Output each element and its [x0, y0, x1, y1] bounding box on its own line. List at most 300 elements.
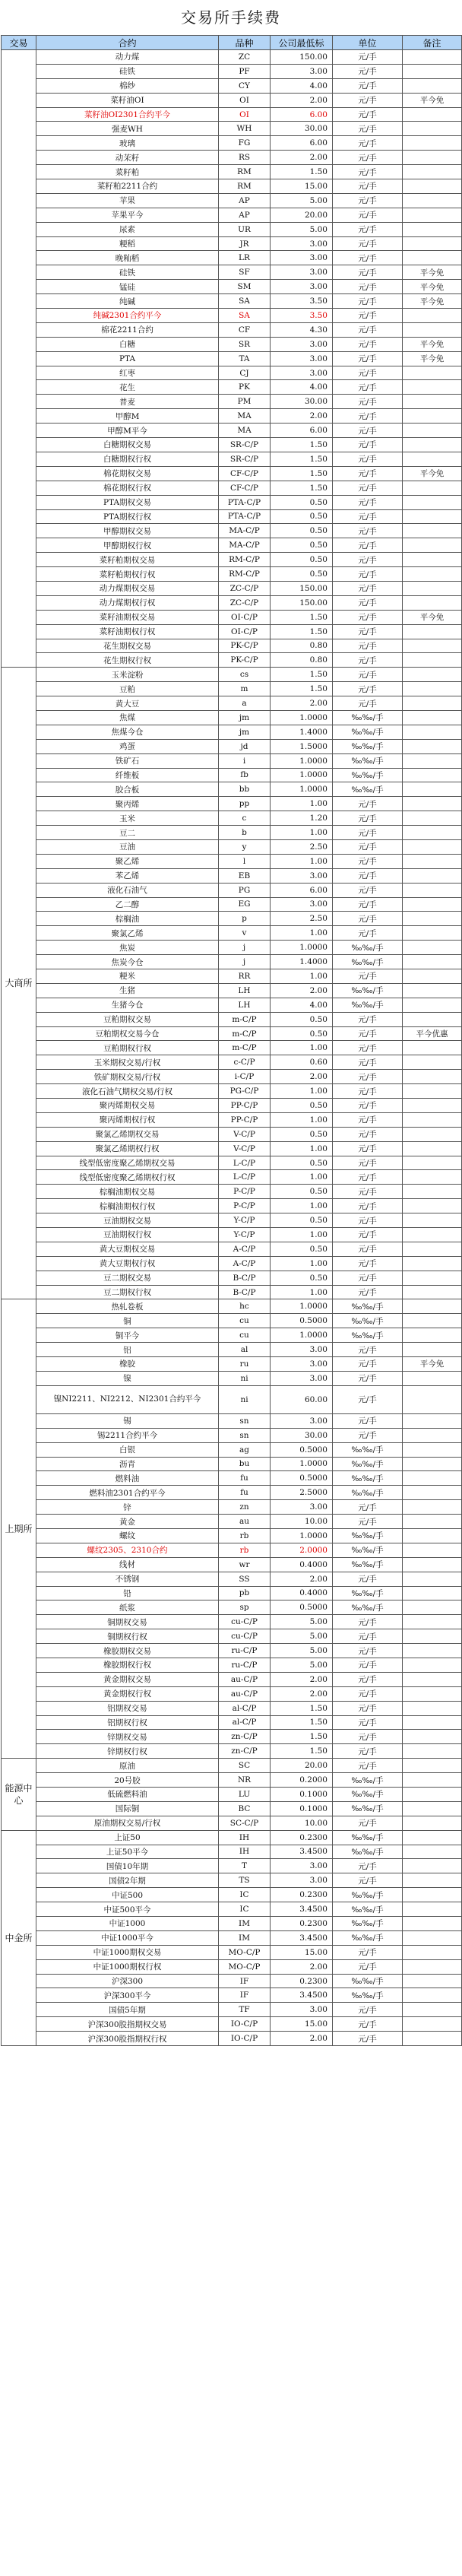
variety-code: P-C/P	[219, 1199, 271, 1213]
contract-name: 棕榈油期权交易	[36, 1185, 219, 1199]
min-fee: 2.00	[271, 1572, 333, 1586]
variety-code: SR-C/P	[219, 438, 271, 452]
note	[403, 251, 462, 265]
variety-code: OI-C/P	[219, 610, 271, 624]
note	[403, 753, 462, 768]
note: 平今免	[403, 1357, 462, 1372]
note	[403, 581, 462, 595]
contract-name: 不锈钢	[36, 1572, 219, 1586]
variety-code: SA	[219, 294, 271, 309]
min-fee: 3.50	[271, 309, 333, 323]
contract-name: 豆二	[36, 826, 219, 840]
table-row	[2, 1041, 462, 1055]
table-row	[2, 1156, 462, 1170]
variety-code: au-C/P	[219, 1686, 271, 1701]
note	[403, 107, 462, 122]
min-fee: 2.00	[271, 1672, 333, 1686]
contract-name: 苹果	[36, 193, 219, 208]
contract-name: 甲醇期权交易	[36, 524, 219, 538]
table-row	[2, 251, 462, 265]
note	[403, 1515, 462, 1529]
min-fee: 6.00	[271, 883, 333, 897]
table-row	[2, 1859, 462, 1873]
min-fee: 0.50	[271, 524, 333, 538]
variety-code: ZC	[219, 50, 271, 65]
table-row	[2, 466, 462, 481]
contract-name: 20号胶	[36, 1773, 219, 1788]
note	[403, 366, 462, 380]
min-fee: 1.0000	[271, 710, 333, 725]
variety-code: PG-C/P	[219, 1084, 271, 1099]
min-fee: 3.00	[271, 1343, 333, 1357]
contract-name: 生猪今仓	[36, 998, 219, 1012]
note	[403, 1917, 462, 1931]
table-row	[2, 1357, 462, 1372]
min-fee: 5.00	[271, 1629, 333, 1644]
unit: 元/手	[333, 1515, 403, 1529]
table-row	[2, 322, 462, 337]
note	[403, 1773, 462, 1788]
note	[403, 826, 462, 840]
table-row	[2, 710, 462, 725]
note	[403, 380, 462, 395]
variety-code: B-C/P	[219, 1285, 271, 1299]
unit: 元/手	[333, 1615, 403, 1629]
unit: 元/手	[333, 452, 403, 466]
contract-name: 乙二醇	[36, 897, 219, 912]
unit: 元/手	[333, 1070, 403, 1084]
unit: 元/手	[333, 524, 403, 538]
unit: 元/手	[333, 2032, 403, 2046]
note	[403, 1787, 462, 1801]
min-fee: 3.50	[271, 294, 333, 309]
header-row	[2, 36, 462, 50]
variety-code: al-C/P	[219, 1715, 271, 1730]
unit: ‰‰/手	[333, 1988, 403, 2003]
variety-code: ru	[219, 1357, 271, 1372]
unit: 元/手	[333, 1055, 403, 1070]
variety-code: A-C/P	[219, 1256, 271, 1271]
variety-code: fu	[219, 1486, 271, 1500]
table-row	[2, 1801, 462, 1816]
contract-name: 铁矿石	[36, 753, 219, 768]
contract-name: 国债5年期	[36, 2003, 219, 2017]
unit: 元/手	[333, 1385, 403, 1413]
unit: 元/手	[333, 1256, 403, 1271]
unit: 元/手	[333, 1859, 403, 1873]
min-fee: 3.00	[271, 1371, 333, 1385]
unit: 元/手	[333, 1672, 403, 1686]
exchange-cell: 大商所	[2, 668, 36, 1299]
contract-name: 棉花2211合约	[36, 322, 219, 337]
variety-code: V-C/P	[219, 1141, 271, 1156]
min-fee: 1.50	[271, 438, 333, 452]
table-row	[2, 725, 462, 739]
unit: ‰‰/手	[333, 753, 403, 768]
contract-name: 黄金期权行权	[36, 1686, 219, 1701]
contract-name: 生猪	[36, 983, 219, 998]
contract-name: 白糖	[36, 337, 219, 351]
unit: ‰‰/手	[333, 1586, 403, 1600]
min-fee: 5.00	[271, 222, 333, 236]
min-fee: 1.00	[271, 1285, 333, 1299]
min-fee: 20.00	[271, 208, 333, 222]
note	[403, 1012, 462, 1026]
note	[403, 1658, 462, 1672]
table-row	[2, 136, 462, 151]
unit: 元/手	[333, 1285, 403, 1299]
contract-name: 线材	[36, 1557, 219, 1572]
contract-name: 棕榈油期权行权	[36, 1199, 219, 1213]
table-row	[2, 366, 462, 380]
min-fee: 3.00	[271, 897, 333, 912]
contract-name: 聚乙烯	[36, 854, 219, 868]
unit: ‰‰/手	[333, 1328, 403, 1343]
table-row	[2, 538, 462, 553]
variety-code: T	[219, 1859, 271, 1873]
variety-code: c	[219, 811, 271, 826]
unit: 元/手	[333, 280, 403, 294]
min-fee: 0.50	[271, 509, 333, 524]
min-fee: 0.50	[271, 1242, 333, 1256]
note	[403, 1084, 462, 1099]
note	[403, 64, 462, 78]
table-row	[2, 1644, 462, 1658]
contract-name: 花生期权交易	[36, 639, 219, 653]
unit: 元/手	[333, 1959, 403, 1974]
variety-code: y	[219, 839, 271, 854]
exchange-cell: 上期所	[2, 1299, 36, 1759]
variety-code: v	[219, 926, 271, 941]
contract-name: 螺纹	[36, 1528, 219, 1543]
min-fee: 1.50	[271, 682, 333, 696]
table-row	[2, 955, 462, 969]
note: 平今免	[403, 280, 462, 294]
note	[403, 1271, 462, 1285]
note: 平今免	[403, 466, 462, 481]
min-fee: 1.00	[271, 969, 333, 984]
contract-name: 豆二期权交易	[36, 1271, 219, 1285]
unit: ‰‰/手	[333, 782, 403, 797]
contract-name: 聚丙烯	[36, 797, 219, 811]
variety-code: TF	[219, 2003, 271, 2017]
min-fee: 0.50	[271, 1026, 333, 1041]
note	[403, 1830, 462, 1845]
min-fee: 2.00	[271, 696, 333, 711]
table-row	[2, 883, 462, 897]
unit: 元/手	[333, 78, 403, 93]
note: 平今优惠	[403, 1026, 462, 1041]
min-fee: 3.00	[271, 868, 333, 883]
contract-name: 豆油期权行权	[36, 1228, 219, 1242]
variety-code: IF	[219, 1988, 271, 2003]
table-row	[2, 1185, 462, 1199]
table-row	[2, 668, 462, 682]
variety-code: SC-C/P	[219, 1816, 271, 1830]
table-row	[2, 1228, 462, 1242]
note	[403, 1959, 462, 1974]
note	[403, 481, 462, 495]
note	[403, 797, 462, 811]
note	[403, 452, 462, 466]
variety-code: MA	[219, 424, 271, 438]
min-fee: 3.00	[271, 1500, 333, 1515]
note	[403, 122, 462, 136]
contract-name: 鸡蛋	[36, 739, 219, 753]
unit: ‰‰/手	[333, 1314, 403, 1328]
variety-code: TS	[219, 1873, 271, 1888]
min-fee: 0.5000	[271, 1442, 333, 1457]
contract-name: 粳稻	[36, 236, 219, 251]
min-fee: 0.5000	[271, 1600, 333, 1615]
note	[403, 1701, 462, 1715]
table-row	[2, 1385, 462, 1413]
note	[403, 998, 462, 1012]
variety-code: Y-C/P	[219, 1228, 271, 1242]
min-fee: 0.5000	[271, 1471, 333, 1486]
unit: 元/手	[333, 595, 403, 610]
min-fee: 2.00	[271, 2032, 333, 2046]
unit: 元/手	[333, 839, 403, 854]
note	[403, 1371, 462, 1385]
table-row	[2, 653, 462, 668]
contract-name: 菜籽粕期权交易	[36, 553, 219, 567]
table-row	[2, 1744, 462, 1759]
variety-code: EB	[219, 868, 271, 883]
note	[403, 553, 462, 567]
table-row	[2, 1328, 462, 1343]
contract-name: 粳米	[36, 969, 219, 984]
table-row	[2, 509, 462, 524]
contract-name: 动茉籽	[36, 151, 219, 165]
contract-name: 焦煤今仓	[36, 725, 219, 739]
table-row	[2, 107, 462, 122]
min-fee: 0.2300	[271, 1974, 333, 1988]
table-row	[2, 93, 462, 107]
variety-code: TA	[219, 351, 271, 366]
table-row	[2, 696, 462, 711]
variety-code: p	[219, 912, 271, 926]
note	[403, 1471, 462, 1486]
min-fee: 0.50	[271, 1213, 333, 1228]
unit: ‰‰/手	[333, 1528, 403, 1543]
variety-code: B-C/P	[219, 1271, 271, 1285]
min-fee: 150.00	[271, 595, 333, 610]
variety-code: RM	[219, 179, 271, 194]
contract-name: 普麦	[36, 395, 219, 409]
contract-name: 纸浆	[36, 1600, 219, 1615]
min-fee: 1.00	[271, 1041, 333, 1055]
table-row	[2, 2032, 462, 2046]
variety-code: V-C/P	[219, 1127, 271, 1141]
variety-code: rb	[219, 1528, 271, 1543]
contract-name: 镍	[36, 1371, 219, 1385]
variety-code: MA-C/P	[219, 524, 271, 538]
variety-code: PP-C/P	[219, 1099, 271, 1113]
table-row	[2, 1686, 462, 1701]
variety-code: EG	[219, 897, 271, 912]
unit: 元/手	[333, 424, 403, 438]
contract-name: 沪深300股指期权行权	[36, 2032, 219, 2046]
unit: ‰‰/手	[333, 768, 403, 782]
note	[403, 1902, 462, 1917]
variety-code: sn	[219, 1428, 271, 1442]
fee-table	[1, 35, 462, 2046]
min-fee: 4.00	[271, 78, 333, 93]
unit: 元/手	[333, 1873, 403, 1888]
unit: 元/手	[333, 1170, 403, 1185]
contract-name: 菜籽油期权交易	[36, 610, 219, 624]
unit: 元/手	[333, 1730, 403, 1744]
unit: 元/手	[333, 438, 403, 452]
min-fee: 0.50	[271, 1099, 333, 1113]
table-row	[2, 1615, 462, 1629]
variety-code: SR	[219, 337, 271, 351]
table-row	[2, 2017, 462, 2032]
min-fee: 1.20	[271, 811, 333, 826]
table-row	[2, 1672, 462, 1686]
contract-name: 豆粕期权行权	[36, 1041, 219, 1055]
note	[403, 1299, 462, 1314]
min-fee: 0.80	[271, 653, 333, 668]
unit: ‰‰/手	[333, 1801, 403, 1816]
note	[403, 1256, 462, 1271]
note	[403, 2032, 462, 2046]
unit: ‰‰/手	[333, 1888, 403, 1902]
min-fee: 2.00	[271, 409, 333, 424]
unit: 元/手	[333, 1271, 403, 1285]
unit: 元/手	[333, 2003, 403, 2017]
min-fee: 5.00	[271, 193, 333, 208]
note	[403, 424, 462, 438]
contract-name: 菜籽粕期权行权	[36, 567, 219, 582]
min-fee: 2.00	[271, 1686, 333, 1701]
note	[403, 1974, 462, 1988]
variety-code: jm	[219, 725, 271, 739]
table-row	[2, 969, 462, 984]
note	[403, 1185, 462, 1199]
min-fee: 0.2300	[271, 1917, 333, 1931]
variety-code: au	[219, 1515, 271, 1529]
unit: 元/手	[333, 1012, 403, 1026]
table-row	[2, 1343, 462, 1357]
min-fee: 3.00	[271, 1357, 333, 1372]
unit: 元/手	[333, 122, 403, 136]
variety-code: IO-C/P	[219, 2017, 271, 2032]
unit: 元/手	[333, 380, 403, 395]
unit: ‰‰/手	[333, 983, 403, 998]
contract-name: 豆油	[36, 839, 219, 854]
contract-name: 铜平今	[36, 1328, 219, 1343]
table-row	[2, 797, 462, 811]
variety-code: ni	[219, 1371, 271, 1385]
variety-code: NR	[219, 1773, 271, 1788]
min-fee: 0.50	[271, 1156, 333, 1170]
variety-code: PTA-C/P	[219, 495, 271, 509]
note: 平今免	[403, 337, 462, 351]
min-fee: 1.00	[271, 826, 333, 840]
table-row	[2, 1629, 462, 1644]
note	[403, 1888, 462, 1902]
table-row	[2, 1988, 462, 2003]
table-row	[2, 1213, 462, 1228]
contract-name: 动力煤期权行权	[36, 595, 219, 610]
contract-name: PTA期权行权	[36, 509, 219, 524]
variety-code: i-C/P	[219, 1070, 271, 1084]
min-fee: 2.00	[271, 1959, 333, 1974]
contract-name: 国债10年期	[36, 1859, 219, 1873]
table-row	[2, 208, 462, 222]
min-fee: 0.1000	[271, 1801, 333, 1816]
note	[403, 868, 462, 883]
variety-code: cu	[219, 1314, 271, 1328]
page-title: 交易所手续费	[181, 8, 281, 27]
min-fee: 1.50	[271, 165, 333, 179]
variety-code: m	[219, 682, 271, 696]
unit: 元/手	[333, 826, 403, 840]
unit: ‰‰/手	[333, 1557, 403, 1572]
min-fee: 1.00	[271, 797, 333, 811]
unit: 元/手	[333, 251, 403, 265]
unit: 元/手	[333, 93, 403, 107]
note	[403, 1112, 462, 1127]
contract-name: 中证500平今	[36, 1902, 219, 1917]
min-fee: 1.50	[271, 481, 333, 495]
contract-name: 苹果平今	[36, 208, 219, 222]
min-fee: 1.4000	[271, 955, 333, 969]
contract-name: 中证1000	[36, 1917, 219, 1931]
unit: 元/手	[333, 495, 403, 509]
table-row	[2, 1888, 462, 1902]
contract-name: 硅铁	[36, 265, 219, 280]
contract-name: 上证50	[36, 1830, 219, 1845]
variety-code: IO-C/P	[219, 2032, 271, 2046]
unit: 元/手	[333, 222, 403, 236]
contract-name: 动力煤期权交易	[36, 581, 219, 595]
min-fee: 1.00	[271, 1228, 333, 1242]
note	[403, 208, 462, 222]
unit: 元/手	[333, 682, 403, 696]
variety-code: A-C/P	[219, 1242, 271, 1256]
contract-name: 聚丙烯期权行权	[36, 1112, 219, 1127]
table-row	[2, 1413, 462, 1428]
note	[403, 2003, 462, 2017]
unit: 元/手	[333, 294, 403, 309]
variety-code: MA-C/P	[219, 538, 271, 553]
contract-name: 锌期权交易	[36, 1730, 219, 1744]
variety-code: L-C/P	[219, 1170, 271, 1185]
table-row	[2, 1271, 462, 1285]
table-row	[2, 1586, 462, 1600]
note	[403, 1099, 462, 1113]
note	[403, 1528, 462, 1543]
note	[403, 1572, 462, 1586]
unit: 元/手	[333, 1185, 403, 1199]
unit: ‰‰/手	[333, 1471, 403, 1486]
variety-code: jd	[219, 739, 271, 753]
table-row	[2, 1099, 462, 1113]
variety-code: OI-C/P	[219, 624, 271, 639]
min-fee: 5.00	[271, 1658, 333, 1672]
contract-name: 铜期权交易	[36, 1615, 219, 1629]
table-row	[2, 495, 462, 509]
min-fee: 1.50	[271, 1701, 333, 1715]
variety-code: m-C/P	[219, 1041, 271, 1055]
variety-code: fb	[219, 768, 271, 782]
variety-code: LU	[219, 1787, 271, 1801]
variety-code: FG	[219, 136, 271, 151]
exchange-cell: 中金所	[2, 1830, 36, 2045]
